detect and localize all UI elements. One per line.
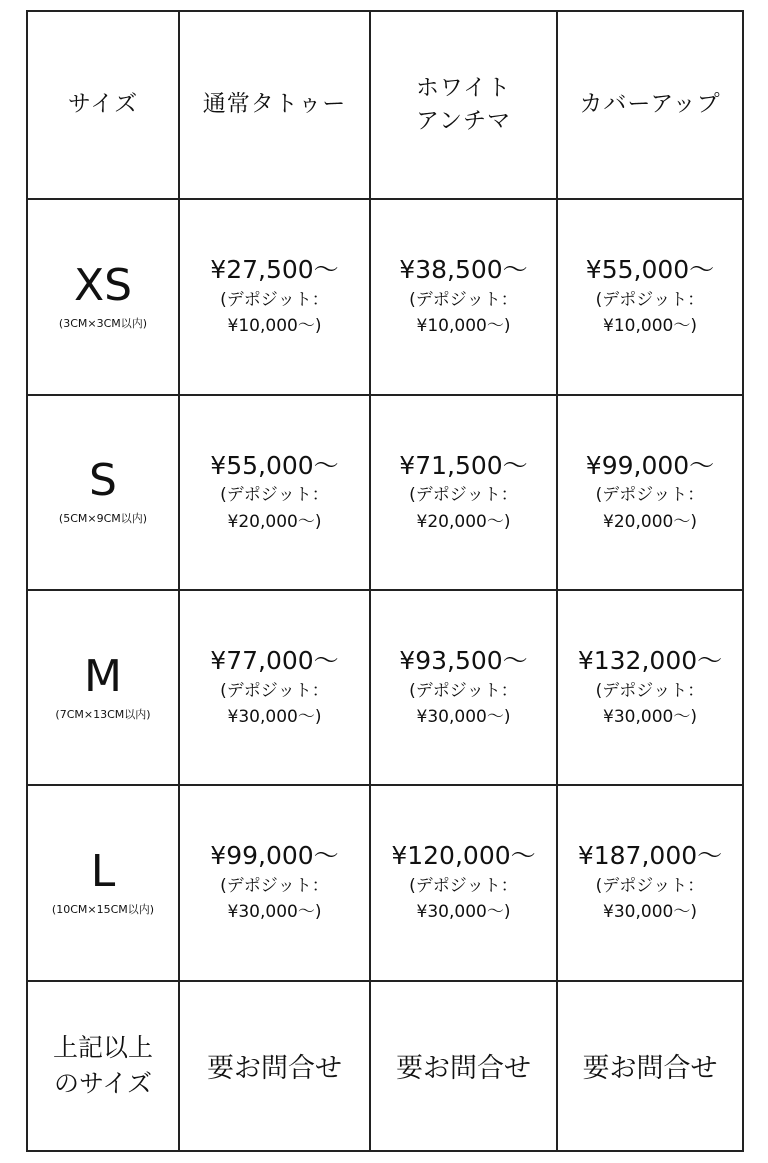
price: ¥77,000〜	[210, 646, 339, 676]
deposit-amount: ¥10,000〜)	[416, 316, 511, 337]
price: ¥55,000〜	[585, 255, 715, 285]
deposit-label: (デポジット：	[595, 680, 705, 701]
price-cell-white	[370, 785, 557, 980]
deposit-label: (デポジット：	[595, 875, 705, 896]
deposit-label: (デポジット：	[595, 289, 705, 310]
price: ¥93,500〜	[399, 646, 528, 676]
price-cell-regular	[179, 199, 370, 394]
price-cell-cover	[557, 590, 743, 785]
size-row-m	[27, 590, 743, 785]
price: ¥132,000〜	[577, 646, 723, 676]
price-cell-white	[370, 199, 557, 394]
size-cell	[27, 199, 179, 394]
deposit-amount: ¥30,000〜)	[603, 706, 697, 727]
deposit-amount: ¥30,000〜)	[416, 706, 511, 727]
size-dimension: (10CM×15CM以内)	[51, 903, 155, 917]
price: ¥27,500〜	[210, 255, 339, 285]
size-cell	[27, 785, 179, 980]
size-row-xs	[27, 199, 743, 394]
size-letter: S	[89, 455, 117, 507]
price: ¥99,000〜	[585, 450, 715, 480]
deposit-label: (デポジット：	[409, 485, 518, 506]
deposit-amount: ¥10,000〜)	[227, 316, 322, 337]
deposit-label: (デポジット：	[595, 485, 705, 506]
deposit-label: (デポジット：	[220, 485, 329, 506]
deposit-label: (デポジット：	[220, 289, 329, 310]
header-size: サイズ	[27, 11, 179, 199]
deposit-amount: ¥30,000〜)	[603, 902, 697, 923]
header-regular-tattoo: 通常タトゥー	[179, 11, 370, 199]
deposit-label: (デポジット：	[409, 289, 518, 310]
header-cover-up: カバーアップ	[557, 11, 743, 199]
size-dimension: (7CM×13CM以内)	[55, 707, 151, 721]
deposit-amount: ¥10,000〜)	[603, 316, 697, 337]
price: ¥120,000〜	[391, 841, 536, 871]
price: ¥71,500〜	[399, 450, 528, 480]
size-row-s	[27, 395, 743, 590]
inquiry-regular: 要お問合せ	[179, 981, 370, 1151]
price-cell-white	[370, 395, 557, 590]
price-cell-white	[370, 590, 557, 785]
size-letter: XS	[73, 259, 133, 311]
price: ¥187,000〜	[577, 841, 723, 871]
size-dimension: (3CM×3CM以内)	[58, 317, 148, 331]
price: ¥55,000〜	[210, 450, 339, 480]
deposit-label: (デポジット：	[220, 680, 329, 701]
size-cell	[27, 590, 179, 785]
deposit-amount: ¥30,000〜)	[227, 706, 322, 727]
size-row-over	[27, 981, 743, 1151]
deposit-amount: ¥20,000〜)	[227, 511, 322, 532]
deposit-amount: ¥20,000〜)	[416, 511, 511, 532]
price-cell-cover	[557, 785, 743, 980]
size-letter: L	[90, 845, 116, 897]
inquiry-cover: 要お問合せ	[557, 981, 743, 1151]
deposit-amount: ¥30,000〜)	[227, 902, 322, 923]
header-white-antichma: ホワイト アンチマ	[370, 11, 557, 199]
deposit-label: (デポジット：	[409, 680, 518, 701]
deposit-amount: ¥30,000〜)	[416, 902, 511, 923]
price: ¥38,500〜	[399, 255, 528, 285]
size-cell	[27, 395, 179, 590]
price-cell-regular	[179, 785, 370, 980]
price-cell-cover	[557, 199, 743, 394]
size-letter: M	[84, 650, 122, 702]
deposit-label: (デポジット：	[220, 875, 329, 896]
header-row	[27, 11, 743, 199]
price: ¥99,000〜	[210, 841, 339, 871]
inquiry-white: 要お問合せ	[370, 981, 557, 1151]
size-dimension: (5CM×9CM以内)	[58, 512, 148, 526]
size-row-l	[27, 785, 743, 980]
price-cell-cover	[557, 395, 743, 590]
deposit-label: (デポジット：	[409, 875, 518, 896]
deposit-amount: ¥20,000〜)	[603, 511, 697, 532]
price-cell-regular	[179, 395, 370, 590]
price-table	[26, 10, 744, 1152]
over-size-label: 上記以上 のサイズ	[27, 981, 179, 1151]
price-cell-regular	[179, 590, 370, 785]
